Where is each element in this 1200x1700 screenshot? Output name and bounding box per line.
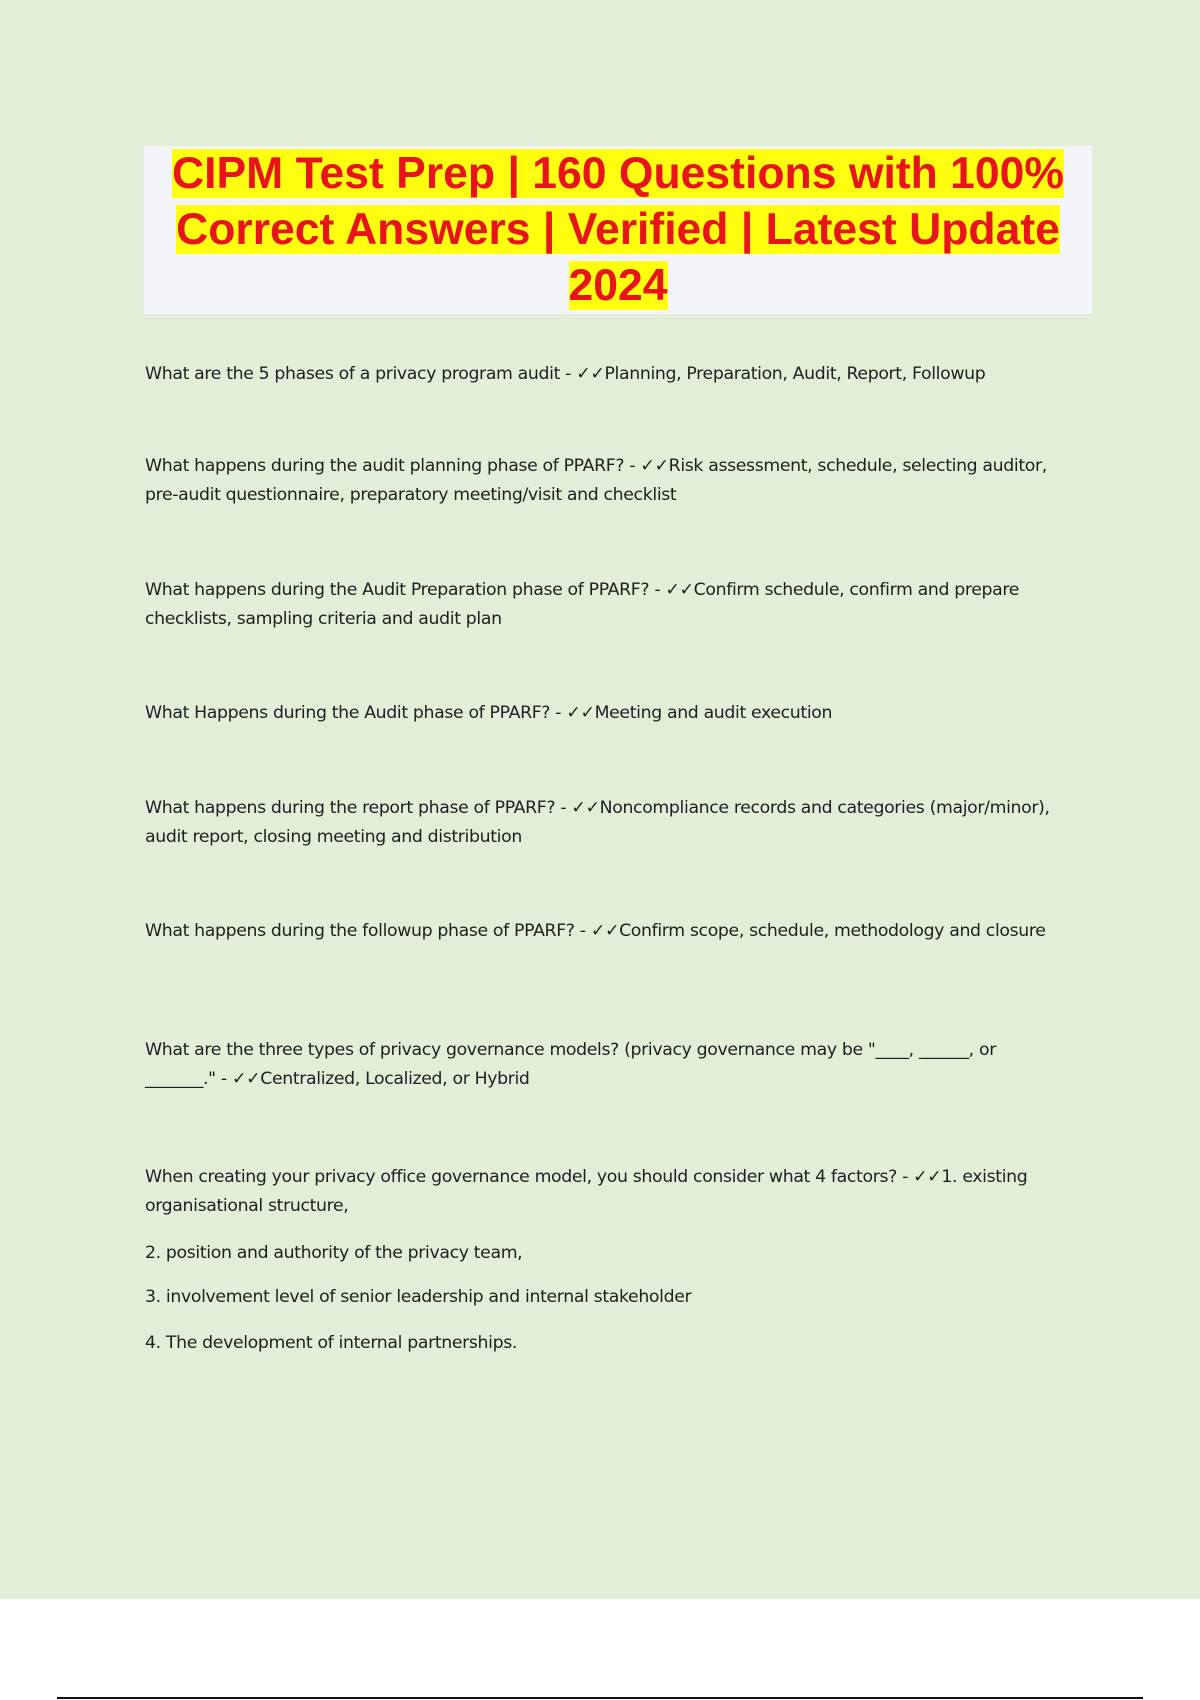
answer-text: Confirm schedule, confirm and prepare checklists, sampling criteria and audit plan (145, 580, 1020, 629)
qa-separator: - (215, 1069, 232, 1089)
qa-separator: - (560, 364, 577, 384)
factor-line-3: 3. involvement level of senior leadership and internal stakeholder (145, 1287, 692, 1307)
answer-text: Planning, Preparation, Audit, Report, Followup (604, 364, 986, 384)
check-icon: ✓✓ (640, 456, 669, 476)
document-title (144, 146, 1092, 314)
factor-line-2: 2. position and authority of the privacy team, (145, 1243, 523, 1263)
question-text: What Happens during the Audit phase of PPARF? (145, 703, 551, 723)
check-icon: ✓✓ (566, 703, 595, 723)
qa-separator: - (550, 703, 567, 723)
answer-text: Meeting and audit execution (594, 703, 833, 723)
factor-line-4: 4. The development of internal partnerships. (145, 1333, 518, 1353)
answer-text: 1. existing organisational structure, (145, 1167, 1028, 1216)
qa-separator: - (624, 456, 641, 476)
answer-text: Risk assessment, schedule, selecting auditor, pre-audit questionnaire, preparatory meeting/visit and checklist (145, 456, 1047, 505)
question-text: When creating your privacy office governance model, you should consider what 4 factors? (145, 1167, 897, 1187)
question-text: What happens during the audit planning phase of PPARF? (145, 456, 625, 476)
qa-separator: - (574, 921, 591, 941)
qa-item-3 (145, 576, 1070, 634)
qa-separator: - (649, 580, 666, 600)
title-highlight: CIPM Test Prep | 160 Questions with 100% Correct Answers | Verified | Latest Update 2024 (172, 149, 1064, 310)
answer-text: Centralized, Localized, or Hybrid (260, 1069, 530, 1089)
qa-item-5 (145, 794, 1070, 852)
question-text: What happens during the Audit Preparation phase of PPARF? (145, 580, 650, 600)
qa-item-4 (145, 699, 1070, 728)
qa-item-7 (145, 1036, 1070, 1094)
check-icon: ✓✓ (571, 798, 600, 818)
check-icon: ✓✓ (665, 580, 694, 600)
qa-separator: - (555, 798, 572, 818)
answer-text: Noncompliance records and categories (major/minor), audit report, closing meeting and distribution (145, 798, 1050, 847)
question-text: What are the three types of privacy governance models? (privacy governance may be "____, ______, or _______." (145, 1040, 996, 1089)
qa-separator: - (896, 1167, 914, 1187)
question-text: What happens during the report phase of PPARF? (145, 798, 556, 818)
check-icon: ✓✓ (231, 1069, 261, 1089)
qa-item-1 (145, 360, 1070, 389)
qa-item-2 (145, 452, 1070, 510)
qa-item-6 (145, 917, 1070, 946)
check-icon: ✓✓ (576, 364, 605, 384)
question-text: What are the 5 phases of a privacy program audit (145, 364, 561, 384)
check-icon: ✓✓ (590, 921, 620, 941)
qa-item-8 (145, 1163, 1070, 1221)
footer-rule (57, 1697, 1143, 1699)
question-text: What happens during the followup phase of PPARF? (145, 921, 575, 941)
check-icon: ✓✓ (913, 1167, 942, 1187)
answer-text: Confirm scope, schedule, methodology and closure (619, 921, 1046, 941)
